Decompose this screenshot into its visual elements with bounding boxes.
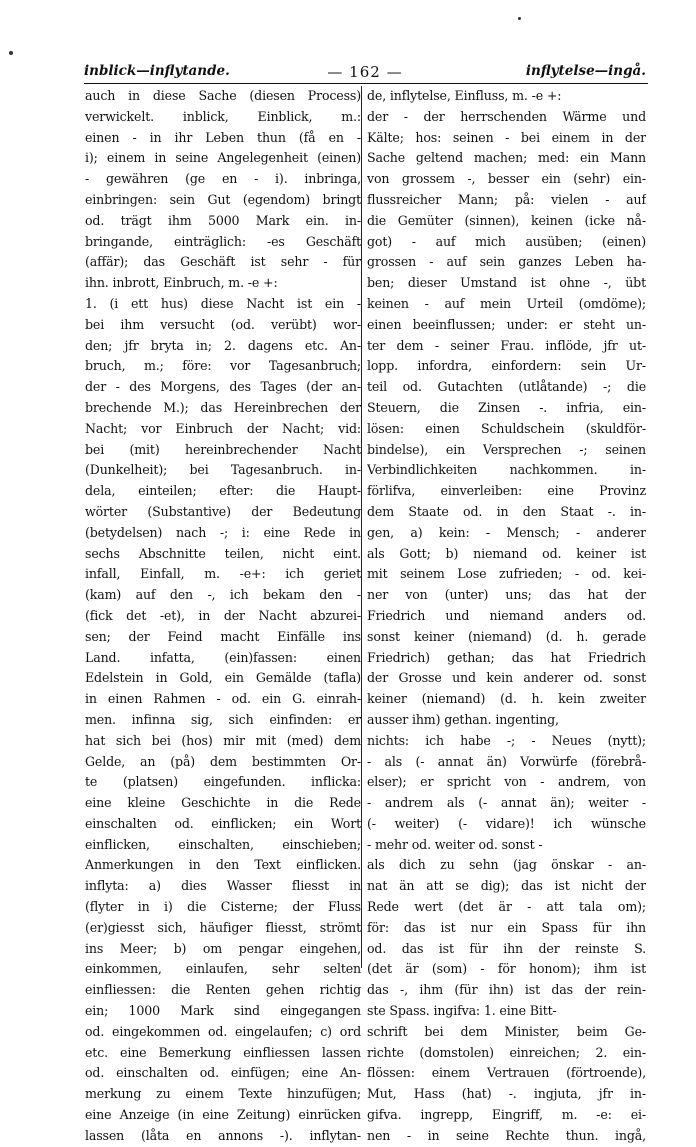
text-line: (kam) auf den -, ich bekam den - (85, 587, 361, 603)
text-line: ste Spass. ingifva: 1. eine Bitt- (367, 1003, 557, 1019)
text-line: de, inflytelse, Einfluss, m. -e +: (367, 88, 562, 103)
text-line: i); einem in seine Angelegenheit (einen) (85, 150, 361, 166)
page-number: — 162 — (327, 63, 403, 81)
text-line: das -, ihm (für ihn) ist das der rein- (367, 982, 646, 998)
text-line: als Gott; b) niemand od. keiner ist (367, 545, 646, 561)
text-line: Sache geltend machen; med: ein Mann (367, 150, 646, 166)
text-line: gifva. ingrepp, Eingriff, m. -e: ei- (367, 1107, 646, 1123)
text-line: lopp. infordra, einfordern: sein Ur- (367, 358, 646, 374)
text-line: men. infinna sig, sich einfinden: er (85, 711, 361, 727)
text-line: (Dunkelheit); bei Tagesanbruch. in- (85, 462, 361, 478)
text-line: eine kleine Geschichte in die Rede (85, 795, 361, 811)
text-line: einbringen: sein Gut (egendom) bringt (85, 191, 361, 207)
text-line: sonst keiner (niemand) (d. h. gerade (367, 628, 646, 644)
text-line: Land. infatta, (ein)fassen: einen (85, 649, 361, 665)
text-line: Kälte; hos: seinen - bei einem in der (367, 129, 646, 145)
text-line: dem Staate od. in den Staat -. in- (367, 503, 646, 519)
text-line: sechs Abschnitte teilen, nicht eint. (85, 545, 361, 561)
page-header (84, 63, 646, 83)
text-line: teil od. Gutachten (utlåtande) -; die (367, 379, 646, 395)
text-line: Mut, Hass (hat) -. ingjuta, jfr in- (367, 1086, 646, 1102)
text-line: bei ihm versucht (od. verübt) wor- (85, 316, 361, 332)
text-line: Verbindlichkeiten nachkommen. in- (367, 462, 646, 478)
text-line: ihn. inbrott, Einbruch, m. -e +: (85, 275, 278, 291)
text-line: Edelstein in Gold, ein Gemälde (tafla) (85, 670, 361, 686)
text-line: Friedrich) gethan; das hat Friedrich (367, 649, 646, 665)
text-line: infall, Einfall, m. -e+: ich geriet (85, 566, 361, 582)
column-divider (361, 86, 362, 968)
text-line: wörter (Substantive) der Bedeutung (85, 503, 361, 519)
text-line: den; jfr bryta in; 2. dagens etc. An- (85, 337, 361, 353)
text-line: sen; der Feind macht Einfälle ins (85, 628, 361, 644)
text-line: ben; dieser Umstand ist ohne -, übt (367, 275, 646, 291)
text-line: eine Anzeige (in eine Zeitung) einrücken (85, 1107, 361, 1123)
text-line: bringande, einträglich: -es Geschäft (85, 233, 361, 249)
text-line: hat sich bei (hos) mir mit (med) dem (85, 732, 361, 748)
text-line: merkung zu einem Texte hinzufügen; (85, 1086, 361, 1102)
text-line: 1. (i ett hus) diese Nacht ist ein - (85, 295, 361, 311)
text-line: (er)giesst sich, häufiger fliesst, strömt (85, 919, 361, 935)
text-line: ein; 1000 Mark sind eingegangen (85, 1003, 361, 1019)
text-line: die Gemüter (sinnen), keinen (icke nå- (367, 212, 646, 228)
text-line: der - der herrschenden Wärme und (367, 108, 646, 124)
text-line: bindelse), ein Versprechen -; seinen (367, 441, 646, 457)
text-line: Gelde, an (på) dem bestimmten Or- (85, 753, 361, 769)
text-line: Nacht; vor Einbruch der Nacht; vid: (85, 420, 361, 436)
text-line: (det är (som) - för honom); ihm ist (367, 961, 646, 977)
text-line: (- weiter) (- vidare)! ich wünsche (367, 815, 646, 831)
text-line: - als (- annat än) Vorwürfe (förebrå- (367, 753, 646, 769)
right-column (367, 86, 646, 1147)
print-speck (518, 17, 521, 20)
print-speck (9, 51, 13, 55)
text-line: einen beeinflussen; under: er steht un- (367, 316, 646, 332)
text-line: od. trägt ihm 5000 Mark ein. in- (85, 212, 361, 228)
text-line: in einen Rahmen - od. ein G. einrah- (85, 691, 361, 707)
text-line: einkommen, einlaufen, sehr selten (85, 961, 361, 977)
header-right-guideword: inflytelse—ingå. (525, 63, 646, 79)
text-line: ins Meer; b) om pengar eingehen, (85, 940, 361, 956)
text-line: - andrem als (- annat än); weiter - (367, 795, 646, 811)
text-line: brechende M.); das Hereinbrechen der (85, 399, 361, 415)
text-line: Friedrich und niemand anders od. (367, 607, 646, 623)
text-line: von grossem -, besser ein (sehr) ein- (367, 171, 646, 187)
text-line: ter dem - seiner Frau. inflöde, jfr ut- (367, 337, 646, 353)
text-line: der - des Morgens, des Tages (der an- (85, 379, 361, 395)
text-line: einschalten od. einflicken; ein Wort (85, 815, 361, 831)
text-line: (betydelsen) nach -; i: eine Rede in (85, 524, 361, 540)
text-line: verwickelt. inblick, Einblick, m.: (85, 108, 361, 124)
text-line: elser); er spricht von - andrem, von (367, 774, 646, 790)
text-line: ausser ihm) gethan. ingenting, (367, 711, 559, 727)
text-line: - gewähren (ge en - i). inbringa, (85, 171, 361, 187)
text-line: (flyter in i) die Cisterne; der Fluss (85, 899, 361, 915)
text-line: auch in diese Sache (diesen Process) (85, 88, 361, 103)
text-line: te (platsen) eingefunden. inflicka: (85, 774, 361, 790)
text-line: (fick det -et), in der Nacht abzurei- (85, 607, 361, 623)
left-column (85, 86, 361, 1147)
text-line: Rede wert (det är - att tala om); (367, 899, 646, 915)
text-line: od. das ist für ihn der reinste S. (367, 940, 646, 956)
text-line: od. einschalten od. einfügen; eine An- (85, 1065, 361, 1081)
text-line: gen, a) kein: - Mensch; - anderer (367, 524, 646, 540)
text-line: bruch, m.; före: vor Tagesanbruch; (85, 358, 361, 374)
text-line: flössen: einem Vertrauen (förtroende), (367, 1065, 646, 1081)
text-line: flussreicher Mann; på: vielen - auf (367, 191, 646, 207)
text-line: Anmerkungen in den Text einflicken. (85, 857, 361, 873)
text-line: inflyta: a) dies Wasser fliesst in (85, 878, 361, 894)
text-line: lassen (låta en annons -). inflytan- (85, 1127, 361, 1143)
text-line: lösen: einen Schuldschein (skuldför- (367, 420, 646, 436)
text-line: richte (domstolen) einreichen; 2. ein- (367, 1044, 646, 1060)
text-line: grossen - auf sein ganzes Leben ha- (367, 254, 646, 270)
text-line: etc. eine Bemerkung einfliessen lassen (85, 1044, 361, 1060)
text-line: einflicken, einschalten, einschieben; (85, 836, 361, 852)
text-line: nichts: ich habe -; - Neues (nytt); (367, 732, 646, 748)
text-line: der Grosse und kein anderer od. sonst (367, 670, 646, 686)
text-line: einfliessen: die Renten gehen richtig (85, 982, 361, 998)
text-line: ner von (unter) uns; das hat der (367, 587, 646, 603)
text-line: schrift bei dem Minister, beim Ge- (367, 1023, 646, 1039)
text-line: keinen - auf mein Urteil (omdöme); (367, 295, 646, 311)
text-line: keiner (niemand) (d. h. kein zweiter (367, 691, 646, 707)
header-rule (84, 83, 648, 84)
text-line: mit seinem Lose zufrieden; - od. kei- (367, 566, 646, 582)
text-line: för: das ist nur ein Spass für ihn (367, 919, 646, 935)
text-line: als dich zu sehn (jag önskar - an- (367, 857, 646, 873)
text-line: - mehr od. weiter od. sonst - (367, 836, 543, 852)
text-line: bei (mit) hereinbrechender Nacht (85, 441, 361, 457)
text-line: nen - in seine Rechte thun. ingå, (367, 1127, 646, 1143)
header-left-guideword: inblick—inflytande. (84, 63, 230, 79)
text-line: nat än att se dig); das ist nicht der (367, 878, 646, 894)
text-line: förlifva, einverleiben: eine Provinz (367, 483, 646, 499)
text-line: (affär); das Geschäft ist sehr - für (85, 254, 361, 270)
text-line: dela, einteilen; efter: die Haupt- (85, 483, 361, 499)
text-line: od. eingekommen od. eingelaufen; c) ord (85, 1023, 361, 1039)
text-line: got) - auf mich ausüben; (einen) (367, 233, 646, 249)
text-line: einen - in ihr Leben thun (få en - (85, 129, 361, 145)
text-line: Steuern, die Zinsen -. infria, ein- (367, 399, 646, 415)
